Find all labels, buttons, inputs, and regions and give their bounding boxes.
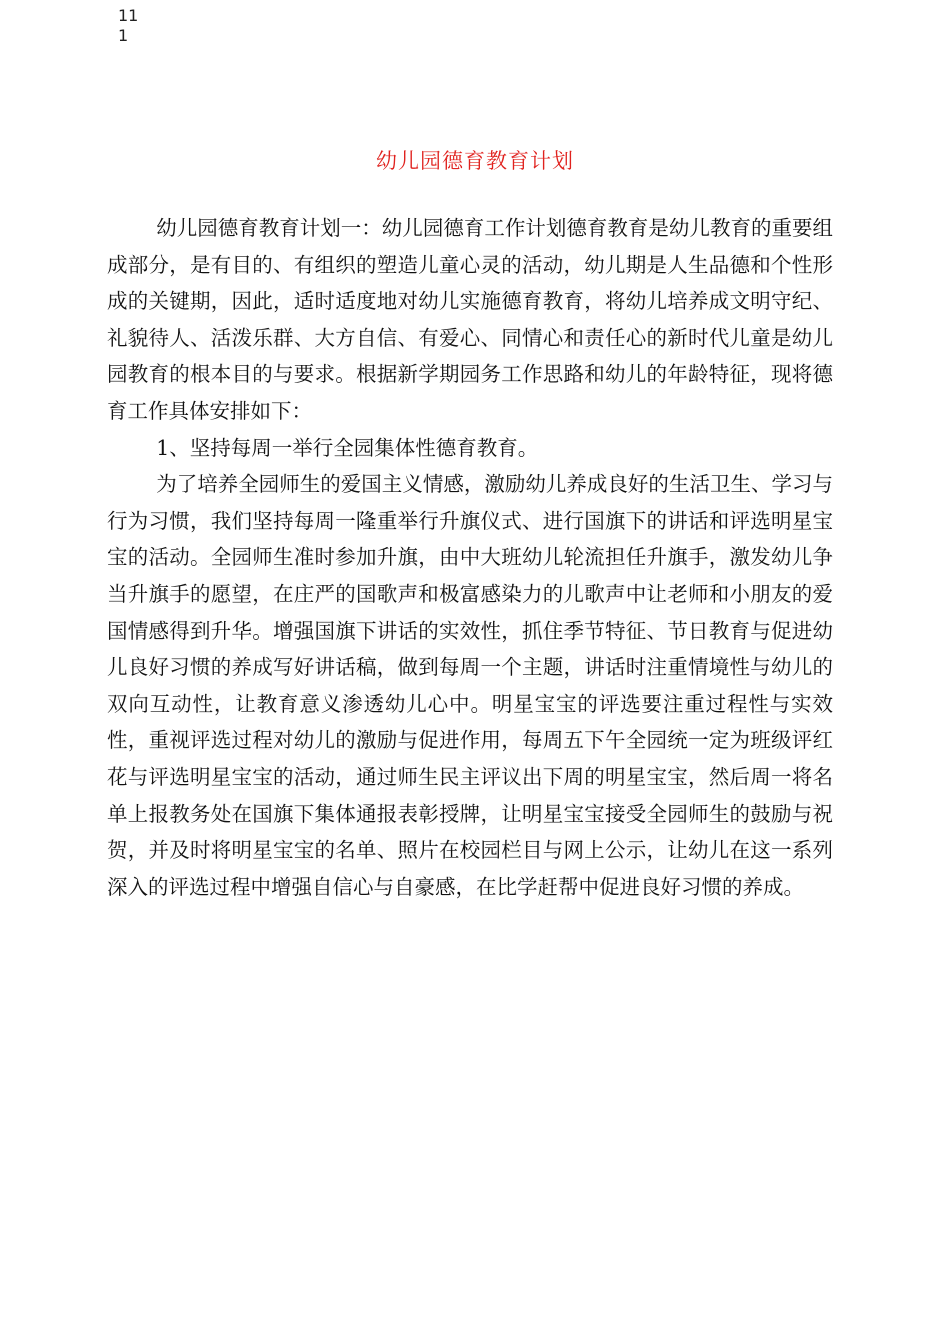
document-body xyxy=(107,210,833,905)
page-number: 11 1 xyxy=(118,6,139,45)
document-title: 幼儿园德育教育计划 xyxy=(376,149,574,173)
paragraph-item-1: 1、坚持每周一举行全园集体性德育教育。 xyxy=(156,435,539,460)
paragraph-intro: 幼儿园德育教育计划一：幼儿园德育工作计划德育教育是幼儿教育的重要组成部分，是有目的、有组织的塑造儿童心灵的活动，幼儿期是人生品德和个性形成的关键期，因此，适时适度地对幼儿实施德育教育，将幼儿培养成文明守纪、礼貌待人、活泼乐群、大方自信、有爱心、同情心和责任心的新时代儿童是幼儿园教育的根本目的与要求。根据新学期园务工作思路和幼儿的年龄特征，现将德育工作具体安排如下： xyxy=(107,216,833,423)
paragraph-detail: 为了培养全园师生的爱国主义情感，激励幼儿养成良好的生活卫生、学习与行为习惯，我们坚持每周一隆重举行升旗仪式、进行国旗下的讲话和评选明星宝宝的活动。全园师生准时参加升旗，由中大班幼儿轮流担任升旗手，激发幼儿争当升旗手的愿望，在庄严的国歌声和极富感染力的儿歌声中让老师和小朋友的爱国情感得到升华。增强国旗下讲话的实效性，抓住季节特征、节日教育与促进幼儿良好习惯的养成写好讲话稿，做到每周一个主题，讲话时注重情境性与幼儿的双向互动性，让教育意义渗透幼儿心中。明星宝宝的评选要注重过程性与实效性，重视评选过程对幼儿的激励与促进作用，每周五下午全园统一定为班级评红花与评选明星宝宝的活动，通过师生民主评议出下周的明星宝宝，然后周一将名单上报教务处在国旗下集体通报表彰授牌，让明星宝宝接受全园师生的鼓励与祝贺，并及时将明星宝宝的名单、照片在校园栏目与网上公示，让幼儿在这一系列深入的评选过程中增强自信心与自豪感，在比学赶帮中促进良好习惯的养成。 xyxy=(107,472,833,899)
